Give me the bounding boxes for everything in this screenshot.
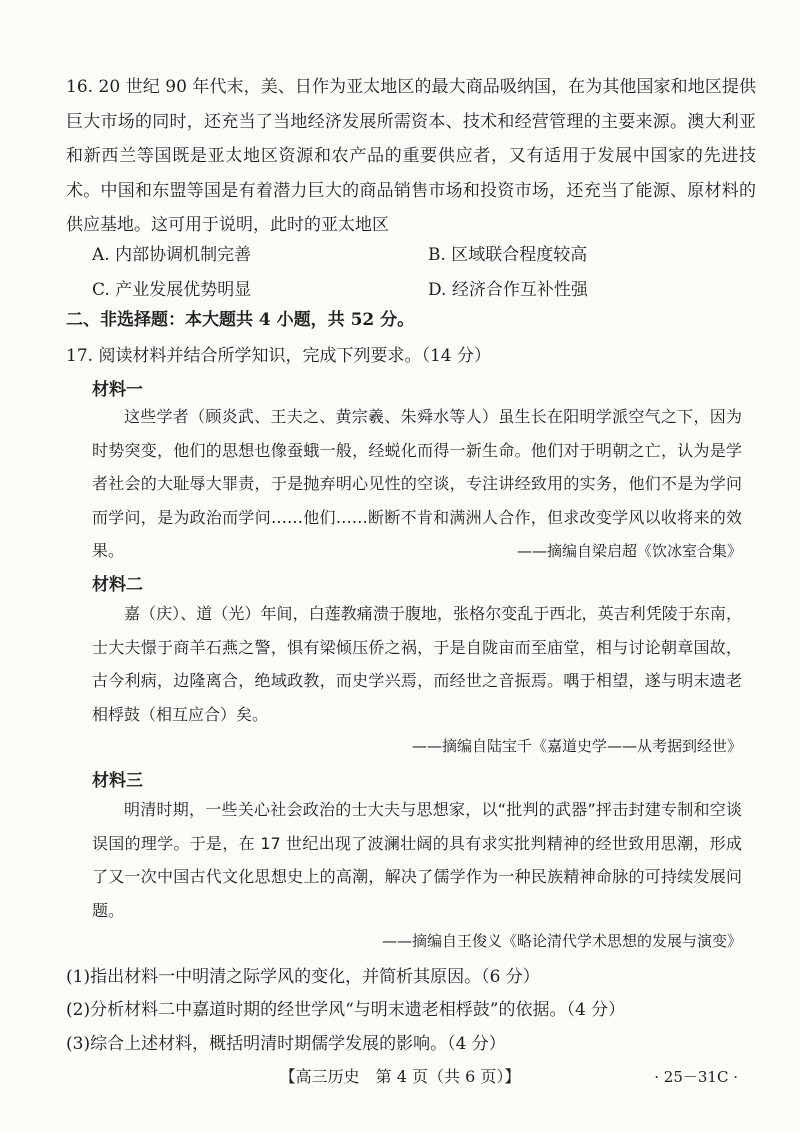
question-17-stem: 17. 阅读材料并结合所学知识，完成下列要求。（14 分） — [66, 346, 491, 366]
option-a: A. 内部协调机制完善 — [92, 245, 252, 265]
option-b: B. 区域联合程度较高 — [428, 245, 588, 265]
material-1-title: 材料一 — [92, 380, 143, 400]
option-c: C. 产业发展优势明显 — [92, 280, 252, 300]
material-2-source: ——摘编自陆宝千《嘉道史学——从考据到经世》 — [411, 737, 742, 755]
material-2-title: 材料二 — [92, 575, 143, 595]
material-3-source: ——摘编自王俊义《略论清代学术思想的发展与演变》 — [381, 932, 742, 950]
material-3-title: 材料三 — [92, 771, 143, 791]
question-16-stem: 16. 20 世纪 90 年代末，美、日作为亚太地区的最大商品吸纳国，在为其他国家和地区提供巨大市场的同时，还充当了当地经济发展所需资本、技术和经营管理的主要来源。澳大利亚和新西兰等国既是亚太地区资源和农产品的重要供应者，又有适用于发展中国家的先进技术。中国和东盟等国是有着潜力巨大的商品销售市场和投资市场，还充当了能源、原材料的供应基地。这可用于说明，此时的亚太地区 — [66, 77, 756, 235]
sub-question-2: (2)分析材料二中嘉道时期的经世学风“与明末遗老相桴鼓”的依据。（4 分） — [66, 1000, 626, 1020]
page-number-label: 【高三历史 第 4 页（共 6 页）】 — [279, 1067, 521, 1086]
material-2-body: 嘉（庆）、道（光）年间，白莲教痛溃于腹地，张格尔变乱于西北，英吉利凭陵于东南，士大夫憬于商羊石燕之警，惧有梁倾压侨之祸，于是自陇亩而至庙堂，相与讨论朝章国故，古今利病，边隆离合，绝域政教，而史学兴焉，而经世之音振焉。喁于相望，遂与明末遗老相桴鼓（相互应合）矣。 — [92, 604, 742, 724]
material-1-body: 这些学者（顾炎武、王夫之、黄宗羲、朱舜水等人）虽生长在阳明学派空气之下，因为时势突变，他们的思想也像蚕蛾一般，经蜕化而得一新生命。他们对于明朝之亡，认为是学者社会的大耻辱大罪责，于是抛弃明心见性的空谈，专注讲经致用的实务，他们不是为学问而学问，是为政治而学问……他们……断断不肯和满洲人合作，但求改变学风以收将来的效果。 — [92, 407, 742, 560]
exam-code: · 25－31C · — [654, 1068, 738, 1086]
option-d: D. 经济合作互补性强 — [428, 280, 588, 300]
sub-question-1: (1)指出材料一中明清之际学风的变化，并简析其原因。（6 分） — [66, 967, 540, 987]
material-1-source: ——摘编自梁启超《饮冰室合集》 — [516, 542, 742, 560]
sub-question-3: (3)综合上述材料，概括明清时期儒学发展的影响。（4 分） — [66, 1034, 506, 1054]
material-3-body: 明清时期，一些关心社会政治的士大夫与思想家，以“批判的武器”抨击封建专制和空谈误国的理学。于是，在 17 世纪出现了波澜壮阔的具有求实批判精神的经世致用思潮，形成了又一次中国古代文化思想史上的高潮，解决了儒学作为一种民族精神命脉的可持续发展问题。 — [92, 800, 742, 920]
section-two-heading: 二、非选择题：本大题共 4 小题，共 52 分。 — [66, 310, 415, 330]
